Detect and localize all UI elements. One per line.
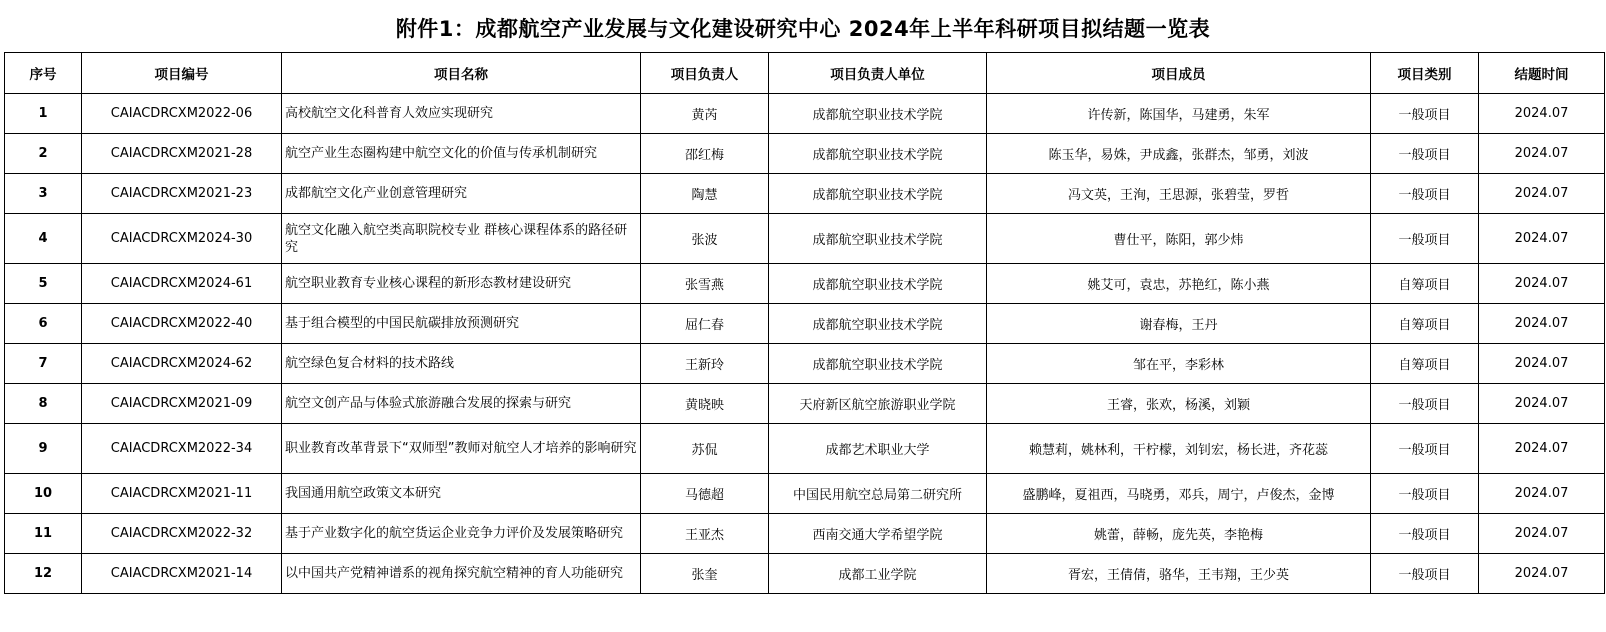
cell-leader: 苏侃 <box>641 424 769 474</box>
header-date: 结题时间 <box>1479 53 1605 94</box>
cell-date: 2024.07 <box>1479 94 1605 134</box>
cell-seq: 11 <box>5 514 82 554</box>
cell-category: 一般项目 <box>1371 514 1479 554</box>
cell-leader: 黄芮 <box>641 94 769 134</box>
cell-name: 基于产业数字化的航空货运企业竞争力评价及发展策略研究 <box>282 514 641 554</box>
projects-table <box>4 52 1605 594</box>
cell-code: CAIACDRCXM2021-28 <box>82 134 282 174</box>
cell-category: 一般项目 <box>1371 94 1479 134</box>
cell-unit: 成都航空职业技术学院 <box>769 304 987 344</box>
table-row <box>5 474 1605 514</box>
cell-name: 成都航空文化产业创意管理研究 <box>282 174 641 214</box>
cell-date: 2024.07 <box>1479 474 1605 514</box>
cell-date: 2024.07 <box>1479 384 1605 424</box>
cell-code: CAIACDRCXM2021-23 <box>82 174 282 214</box>
header-leader: 项目负责人 <box>641 53 769 94</box>
header-members: 项目成员 <box>987 53 1371 94</box>
cell-name: 航空职业教育专业核心课程的新形态教材建设研究 <box>282 264 641 304</box>
cell-unit: 中国民用航空总局第二研究所 <box>769 474 987 514</box>
cell-leader: 王新玲 <box>641 344 769 384</box>
cell-leader: 张波 <box>641 214 769 264</box>
cell-seq: 4 <box>5 214 82 264</box>
cell-name: 我国通用航空政策文本研究 <box>282 474 641 514</box>
cell-name: 航空文创产品与体验式旅游融合发展的探索与研究 <box>282 384 641 424</box>
cell-unit: 成都航空职业技术学院 <box>769 214 987 264</box>
cell-category: 自筹项目 <box>1371 264 1479 304</box>
table-row <box>5 94 1605 134</box>
cell-category: 一般项目 <box>1371 174 1479 214</box>
cell-seq: 5 <box>5 264 82 304</box>
cell-code: CAIACDRCXM2024-61 <box>82 264 282 304</box>
cell-category: 一般项目 <box>1371 214 1479 264</box>
table-row <box>5 174 1605 214</box>
header-name: 项目名称 <box>282 53 641 94</box>
cell-code: CAIACDRCXM2021-14 <box>82 554 282 594</box>
cell-leader: 王亚杰 <box>641 514 769 554</box>
cell-date: 2024.07 <box>1479 174 1605 214</box>
cell-seq: 1 <box>5 94 82 134</box>
cell-category: 自筹项目 <box>1371 304 1479 344</box>
cell-leader: 张奎 <box>641 554 769 594</box>
cell-name: 基于组合模型的中国民航碳排放预测研究 <box>282 304 641 344</box>
cell-code: CAIACDRCXM2024-62 <box>82 344 282 384</box>
cell-date: 2024.07 <box>1479 264 1605 304</box>
cell-code: CAIACDRCXM2021-11 <box>82 474 282 514</box>
cell-name: 以中国共产党精神谱系的视角探究航空精神的育人功能研究 <box>282 554 641 594</box>
cell-name: 航空文化融入航空类高职院校专业 群核心课程体系的路径研究 <box>282 214 641 264</box>
cell-members: 邹在平，李彩林 <box>987 344 1371 384</box>
cell-members: 曹仕平，陈阳，郭少炜 <box>987 214 1371 264</box>
cell-unit: 成都工业学院 <box>769 554 987 594</box>
cell-unit: 成都航空职业技术学院 <box>769 134 987 174</box>
cell-leader: 邵红梅 <box>641 134 769 174</box>
header-row <box>5 53 1605 94</box>
table-row <box>5 384 1605 424</box>
table-row <box>5 304 1605 344</box>
cell-seq: 2 <box>5 134 82 174</box>
cell-name: 职业教育改革背景下“双师型”教师对航空人才培养的影响研究 <box>282 424 641 474</box>
cell-members: 赖慧莉，姚林利，干柠檬，刘钊宏，杨长进，齐花蕊 <box>987 424 1371 474</box>
table-row <box>5 264 1605 304</box>
header-seq: 序号 <box>5 53 82 94</box>
cell-seq: 9 <box>5 424 82 474</box>
cell-code: CAIACDRCXM2024-30 <box>82 214 282 264</box>
cell-date: 2024.07 <box>1479 514 1605 554</box>
table-row <box>5 514 1605 554</box>
cell-members: 许传新，陈国华，马建勇，朱军 <box>987 94 1371 134</box>
cell-date: 2024.07 <box>1479 214 1605 264</box>
cell-seq: 3 <box>5 174 82 214</box>
cell-category: 一般项目 <box>1371 134 1479 174</box>
header-category: 项目类别 <box>1371 53 1479 94</box>
cell-members: 陈玉华，易姝，尹成鑫，张群杰，邹勇，刘波 <box>987 134 1371 174</box>
header-code: 项目编号 <box>82 53 282 94</box>
cell-unit: 天府新区航空旅游职业学院 <box>769 384 987 424</box>
cell-date: 2024.07 <box>1479 304 1605 344</box>
table-row <box>5 554 1605 594</box>
cell-seq: 12 <box>5 554 82 594</box>
cell-name: 航空产业生态圈构建中航空文化的价值与传承机制研究 <box>282 134 641 174</box>
cell-leader: 黄晓映 <box>641 384 769 424</box>
cell-leader: 屈仁春 <box>641 304 769 344</box>
cell-members: 姚艾可，袁忠，苏艳红，陈小燕 <box>987 264 1371 304</box>
cell-code: CAIACDRCXM2022-06 <box>82 94 282 134</box>
cell-code: CAIACDRCXM2022-40 <box>82 304 282 344</box>
cell-seq: 7 <box>5 344 82 384</box>
cell-members: 姚蕾，薛畅，庞先英，李艳梅 <box>987 514 1371 554</box>
cell-date: 2024.07 <box>1479 554 1605 594</box>
cell-name: 航空绿色复合材料的技术路线 <box>282 344 641 384</box>
table-row <box>5 344 1605 384</box>
cell-unit: 成都艺术职业大学 <box>769 424 987 474</box>
cell-code: CAIACDRCXM2022-34 <box>82 424 282 474</box>
cell-category: 一般项目 <box>1371 554 1479 594</box>
table-row <box>5 134 1605 174</box>
cell-category: 一般项目 <box>1371 384 1479 424</box>
cell-seq: 10 <box>5 474 82 514</box>
cell-code: CAIACDRCXM2022-32 <box>82 514 282 554</box>
cell-date: 2024.07 <box>1479 424 1605 474</box>
cell-category: 一般项目 <box>1371 474 1479 514</box>
cell-members: 谢春梅，王丹 <box>987 304 1371 344</box>
cell-name: 高校航空文化科普育人效应实现研究 <box>282 94 641 134</box>
cell-unit: 成都航空职业技术学院 <box>769 264 987 304</box>
table-row <box>5 424 1605 474</box>
cell-code: CAIACDRCXM2021-09 <box>82 384 282 424</box>
cell-leader: 马德超 <box>641 474 769 514</box>
cell-date: 2024.07 <box>1479 134 1605 174</box>
page-title: 附件1：成都航空产业发展与文化建设研究中心 2024年上半年科研项目拟结题一览表 <box>395 17 1211 41</box>
cell-date: 2024.07 <box>1479 344 1605 384</box>
cell-seq: 6 <box>5 304 82 344</box>
cell-leader: 张雪燕 <box>641 264 769 304</box>
cell-category: 自筹项目 <box>1371 344 1479 384</box>
cell-members: 胥宏，王倩倩，骆华，王韦翔，王少英 <box>987 554 1371 594</box>
cell-unit: 成都航空职业技术学院 <box>769 94 987 134</box>
cell-members: 盛鹏峰，夏祖西，马晓勇，邓兵，周宁，卢俊杰，金博 <box>987 474 1371 514</box>
cell-members: 王睿，张欢，杨溪，刘颖 <box>987 384 1371 424</box>
cell-category: 一般项目 <box>1371 424 1479 474</box>
cell-leader: 陶慧 <box>641 174 769 214</box>
table-row <box>5 214 1605 264</box>
cell-unit: 成都航空职业技术学院 <box>769 174 987 214</box>
cell-unit: 西南交通大学希望学院 <box>769 514 987 554</box>
cell-seq: 8 <box>5 384 82 424</box>
cell-members: 冯文英，王洵，王思源，张碧莹，罗哲 <box>987 174 1371 214</box>
cell-unit: 成都航空职业技术学院 <box>769 344 987 384</box>
header-unit: 项目负责人单位 <box>769 53 987 94</box>
